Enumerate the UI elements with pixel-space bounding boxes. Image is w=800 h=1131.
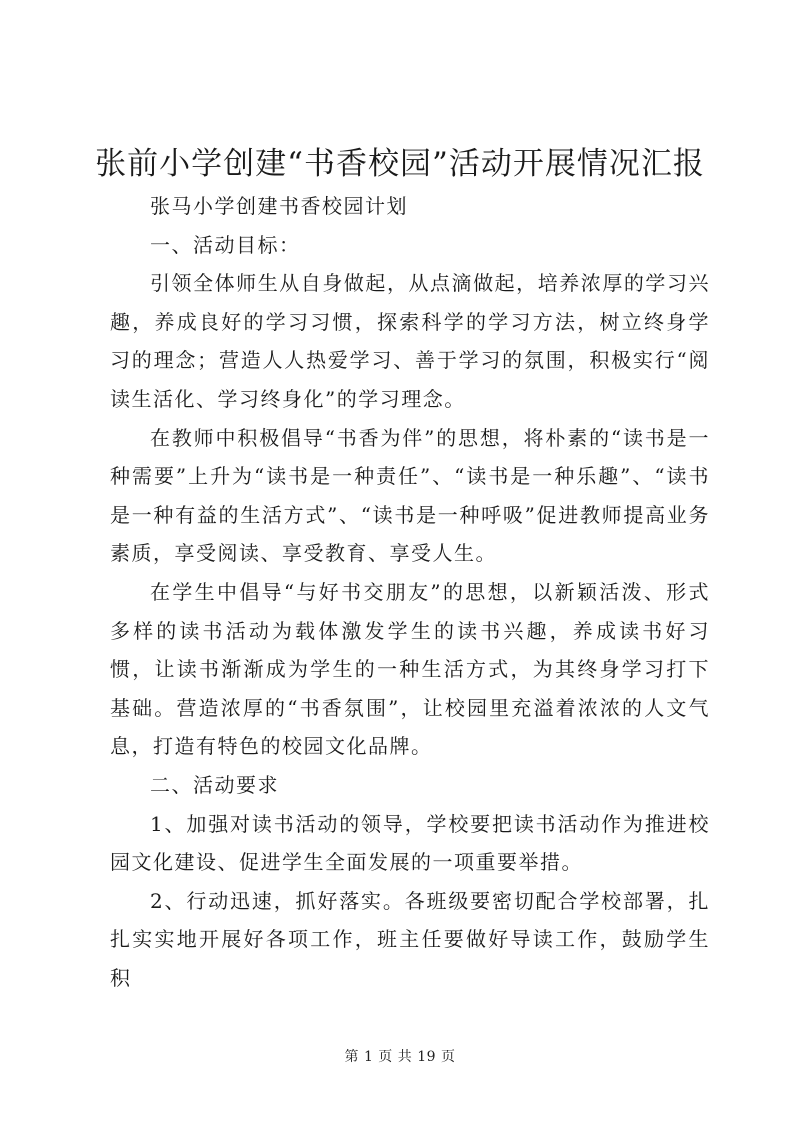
paragraph: 在学生中倡导“与好书交朋友”的思想，以新颖活泼、形式多样的读书活动为载体激发学生的读书兴趣，养成读书好习惯，让读书渐渐成为学生的一种生活方式，为其终身学习打下基础。营造浓厚的“书香氛围”，让校园里充溢着浓浓的人文气息，打造有特色的校园文化品牌。 <box>110 579 710 759</box>
paragraph: 在教师中积极倡导“书香为伴”的思想，将朴素的“读书是一种需要”上升为“读书是一种责任”、“读书是一种乐趣”、“读书是一种有益的生活方式”、“读书是一种呼吸”促进教师提高业务素质，享受阅读、享受教育、享受人生。 <box>110 425 710 566</box>
paragraph: 1、加强对读书活动的领导，学校要把读书活动作为推进校园文化建设、促进学生全面发展的一项重要举措。 <box>110 811 710 875</box>
section-heading-goals: 一、活动目标： <box>150 232 301 257</box>
paragraph-subtitle: 张马小学创建书香校园计划 <box>150 194 408 218</box>
section-heading-requirements: 二、活动要求 <box>150 772 279 797</box>
paragraph: 2、行动迅速，抓好落实。各班级要密切配合学校部署，扎扎实实地开展好各项工作，班主任要做好导读工作，鼓励学生积 <box>110 888 710 990</box>
document-body <box>110 187 710 997</box>
paragraph: 引领全体师生从自身做起，从点滴做起，培养浓厚的学习兴趣，养成良好的学习习惯，探索科学的学习方法，树立终身学习的理念；营造人人热爱学习、善于学习的氛围，积极实行“阅读生活化、学习终身化”的学习理念。 <box>110 271 710 411</box>
page-number: 第 1 页 共 19 页 <box>344 1049 456 1065</box>
document-title: 张前小学创建“书香校园”活动开展情况汇报 <box>95 146 705 182</box>
